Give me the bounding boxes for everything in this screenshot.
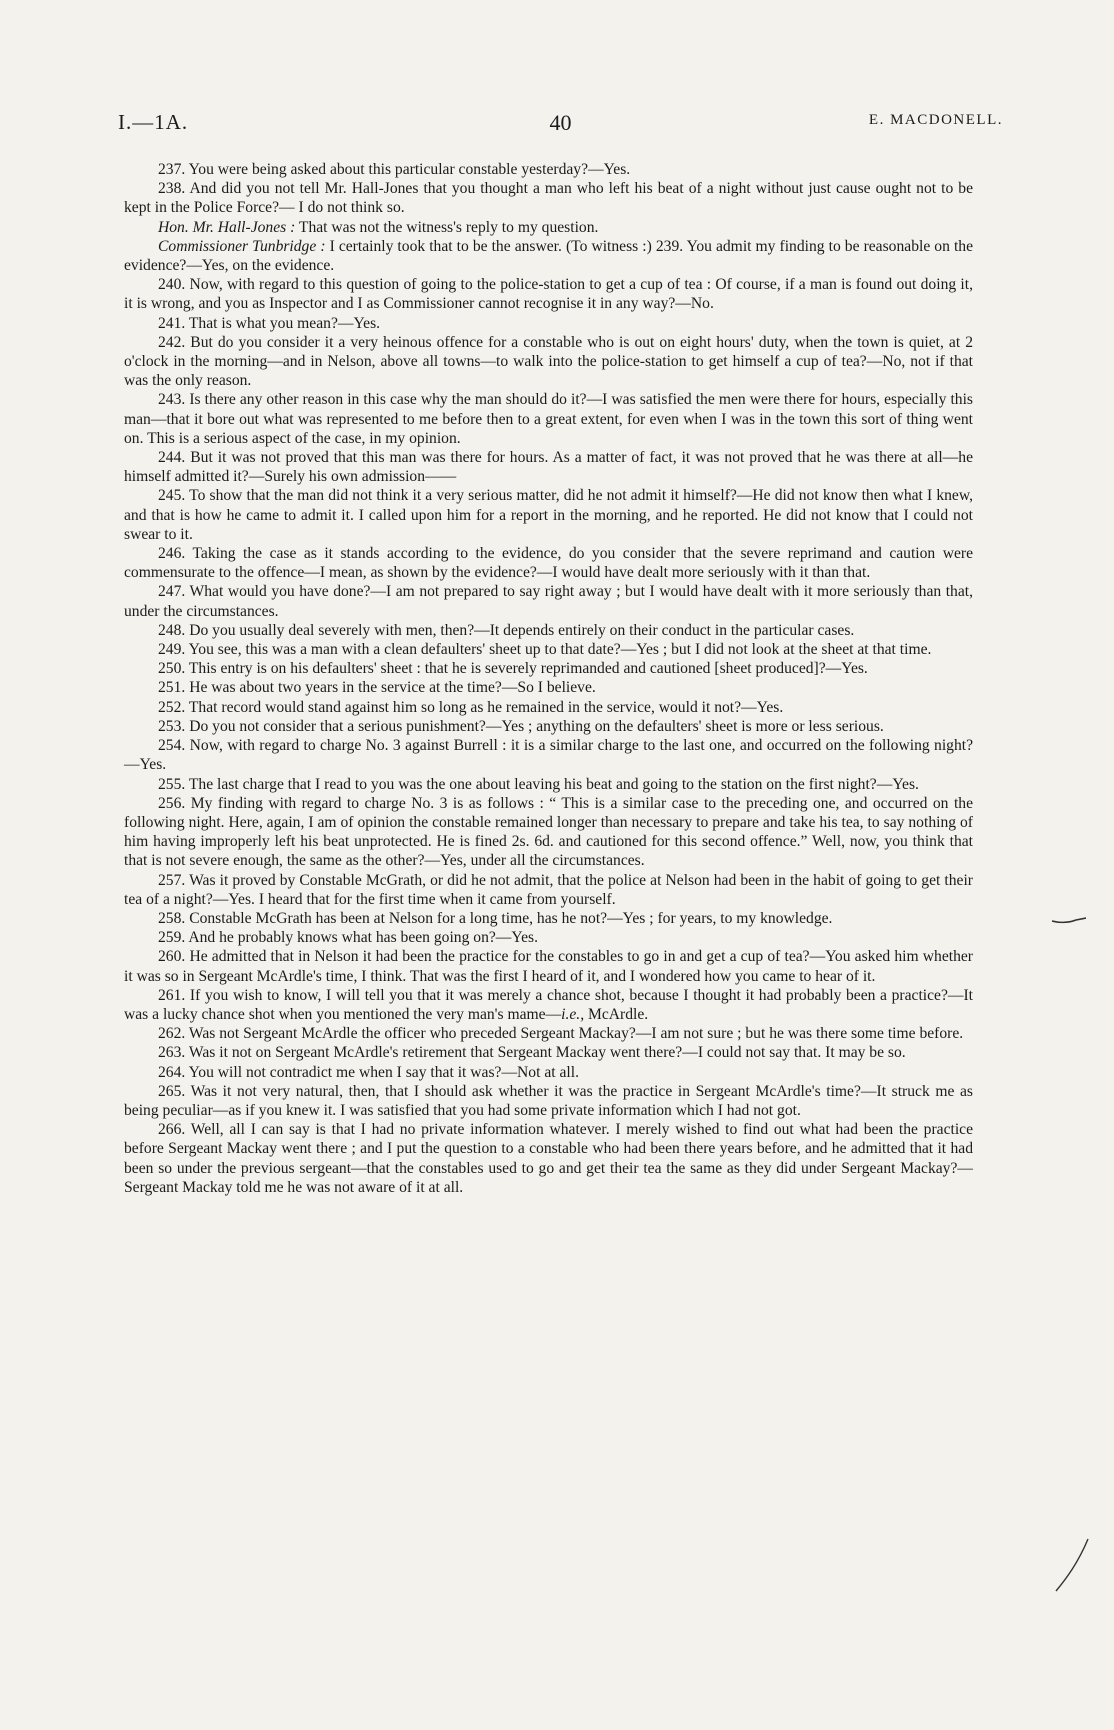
paragraph-text: 257. Was it proved by Constable McGrath, or did he not admit, that the police at Nelson had been in the habit of going to get their tea of a night?—Yes. I heard that for the first time when it came from yourself. [124, 871, 973, 908]
paragraph-text: 246. Taking the case as it stands according to the evidence, do you consider that the severe reprimand and caution were commensurate to the offence—I mean, as shown by the evidence?—I would have dealt more seriously with it than that. [124, 545, 973, 582]
paragraph-text: 264. You will not contradict me when I say that it was?—Not at all. [158, 1063, 579, 1081]
paragraph-text: 259. And he probably knows what has been going on?—Yes. [158, 929, 538, 947]
paragraph-text: 266. Well, all I can say is that I had no private information whatever. I merely wished to find out what had been the practice before Sergeant Mackay went there ; and I put the question to a constable who had been there years before, and he admitted that it had been so under the previous sergeant—that the constables used to go and get their tea the same as they did under Sergeant Mackay?—Sergeant Mackay told me he was not aware of it at all. [124, 1121, 973, 1196]
testimony-paragraph [124, 678, 973, 697]
header-series-label: I.—1A. [118, 110, 189, 134]
testimony-paragraph [124, 544, 973, 582]
testimony-paragraph [124, 448, 973, 486]
testimony-paragraph [124, 794, 973, 871]
paragraph-text: That was not the witness's reply to my question. [295, 218, 599, 236]
paragraph-text: 245. To show that the man did not think it a very serious matter, did he not admit it himself?—He did not know then what I knew, and that is how he came to admit it. I called upon him for a report in the morning, and he reported. He did not know that I could not swear to it. [124, 487, 973, 543]
paragraph-text: 243. Is there any other reason in this case why the man should do it?—I was satisfied the men were there for hours, especially this man—that it bore out what was represented to me before then to a great extent, for even when I was in the town this sort of thing went on. This is a serious aspect of the case, in my opinion. [124, 391, 973, 447]
testimony-paragraph [124, 928, 973, 947]
header-witness-name: E. MACDONELL. [868, 112, 1003, 128]
speaker-label: i.e., [561, 1005, 585, 1023]
paragraph-text: 262. Was not Sergeant McArdle the officer who preceded Sergeant Mackay?—I am not sure ; but he was there some time before. [158, 1025, 964, 1043]
paragraph-text: 240. Now, with regard to this question of going to the police-station to get a cup of tea : Of course, if a man is found out doing it, it is wrong, and you as Inspector and I as Commissioner cannot recognise it in any way?—No. [124, 276, 973, 313]
testimony-paragraph [124, 717, 973, 736]
testimony-paragraph [124, 640, 973, 659]
paragraph-text: 249. You see, this was a man with a clean defaulters' sheet up to that date?—Yes ; but I did not look at the sheet at that time. [158, 641, 932, 659]
testimony-paragraph [124, 947, 973, 985]
testimony-paragraph [124, 218, 973, 237]
testimony-paragraph [124, 314, 973, 333]
testimony-paragraph [124, 909, 973, 928]
testimony-body [124, 160, 973, 1197]
testimony-paragraph [124, 160, 973, 179]
testimony-paragraph [124, 179, 973, 217]
paragraph-text: I certainly took that to be the answer. (To witness :) 239. You admit my finding to be reasonable on the evidence?—Yes, on the evidence. [124, 237, 973, 275]
page-header [118, 110, 1003, 140]
paragraph-text: 260. He admitted that in Nelson it had been the practice for the constables to go in and get a cup of tea?—You asked him whether it was so in Sergeant McArdle's time, I think. That was the first I heard of it, and I wondered how you came to hear of it. [124, 948, 973, 985]
paragraph-text: 248. Do you usually deal severely with men, then?—It depends entirely on their conduct in the particular cases. [158, 621, 855, 639]
paragraph-text: 256. My finding with regard to charge No. 3 is as follows : “ This is a similar case to the preceding one, and occurred on the following night. Here, again, I am of opinion the constable remained longer than necessary to prepare and take his tea, to say nothing of him having improperly left his beat unprotected. He is fined 2s. 6d. and cautioned for this second offence.” Well, now, you think that that is not severe enough, the same as the other?—Yes, under all the circumstances. [124, 794, 973, 870]
margin-mark-icon [1052, 915, 1086, 925]
testimony-paragraph [124, 1043, 973, 1062]
paragraph-text: 241. That is what you mean?—Yes. [158, 314, 381, 332]
testimony-paragraph [124, 1024, 973, 1043]
testimony-paragraph [124, 1120, 973, 1197]
testimony-paragraph [124, 486, 973, 544]
testimony-paragraph [124, 1082, 973, 1120]
page-number: 40 [549, 110, 572, 135]
testimony-paragraph [124, 621, 973, 640]
testimony-paragraph [124, 659, 973, 678]
speaker-label: Commissioner Tunbridge : [158, 237, 326, 255]
paragraph-text: 252. That record would stand against him so long as he remained in the service, would it not?—Yes. [158, 698, 784, 716]
testimony-paragraph [124, 871, 973, 909]
speaker-label: Hon. Mr. Hall-Jones : [158, 218, 296, 236]
testimony-paragraph [124, 986, 973, 1024]
paragraph-text: 255. The last charge that I read to you was the one about leaving his beat and going to the station on the first night?—Yes. [158, 775, 919, 793]
paragraph-text: 250. This entry is on his defaulters' sheet : that he is severely reprimanded and cautioned [sheet produced]?—Yes. [158, 660, 868, 678]
testimony-paragraph [124, 390, 973, 448]
paragraph-text: 242. But do you consider it a very heinous offence for a constable who is out on eight hours' duty, when the town is quiet, at 2 o'clock in the morning—and in Nelson, above all towns—to walk into the police-station to get himself a cup of tea?—No, not if that was the only reason. [124, 333, 973, 390]
margin-tick-icon [1054, 1535, 1090, 1595]
paragraph-text: 261. If you wish to know, I will tell you that it was merely a chance shot, because I thought it had probably been a practice?—It was a lucky chance shot when you mentioned the very man's mame— [124, 986, 973, 1023]
paragraph-text: 263. Was it not on Sergeant McArdle's retirement that Sergeant Mackay went there?—I could not say that. It may be so. [158, 1044, 906, 1062]
testimony-paragraph [124, 333, 973, 391]
testimony-paragraph [124, 237, 973, 275]
paragraph-text: 244. But it was not proved that this man was there for hours. As a matter of fact, it was not proved that he was there at all—he himself admitted it?—Surely his own admission—— [124, 449, 973, 486]
testimony-paragraph [124, 275, 973, 313]
paragraph-text: 238. And did you not tell Mr. Hall-Jones that you thought a man who left his beat of a night without just cause ought not to be kept in the Police Force?— I do not think so. [124, 180, 973, 217]
paragraph-text: 247. What would you have done?—I am not prepared to say right away ; but I would have dealt with it more seriously than that, under the circumstances. [124, 583, 973, 620]
paragraph-text: 265. Was it not very natural, then, that I should ask whether it was the practice in Sergeant McArdle's time?—It struck me as being peculiar—as if you knew it. I was satisfied that you had some private information which I had not got. [124, 1082, 973, 1119]
paragraph-text: 251. He was about two years in the service at the time?—So I believe. [158, 679, 596, 697]
testimony-paragraph [124, 582, 973, 620]
testimony-paragraph [124, 1063, 973, 1082]
testimony-paragraph [124, 775, 973, 794]
testimony-paragraph [124, 698, 973, 717]
paragraph-text: McArdle. [584, 1005, 649, 1023]
paragraph-text: 258. Constable McGrath has been at Nelson for a long time, has he not?—Yes ; for years, to my knowledge. [158, 909, 833, 927]
paragraph-text: 254. Now, with regard to charge No. 3 against Burrell : it is a similar charge to the last one, and occurred on the following night?—Yes. [124, 737, 973, 774]
paragraph-text: 237. You were being asked about this particular constable yesterday?—Yes. [158, 161, 631, 178]
testimony-paragraph [124, 736, 973, 774]
paragraph-text: 253. Do you not consider that a serious punishment?—Yes ; anything on the defaulters' sheet is more or less serious. [158, 717, 884, 735]
